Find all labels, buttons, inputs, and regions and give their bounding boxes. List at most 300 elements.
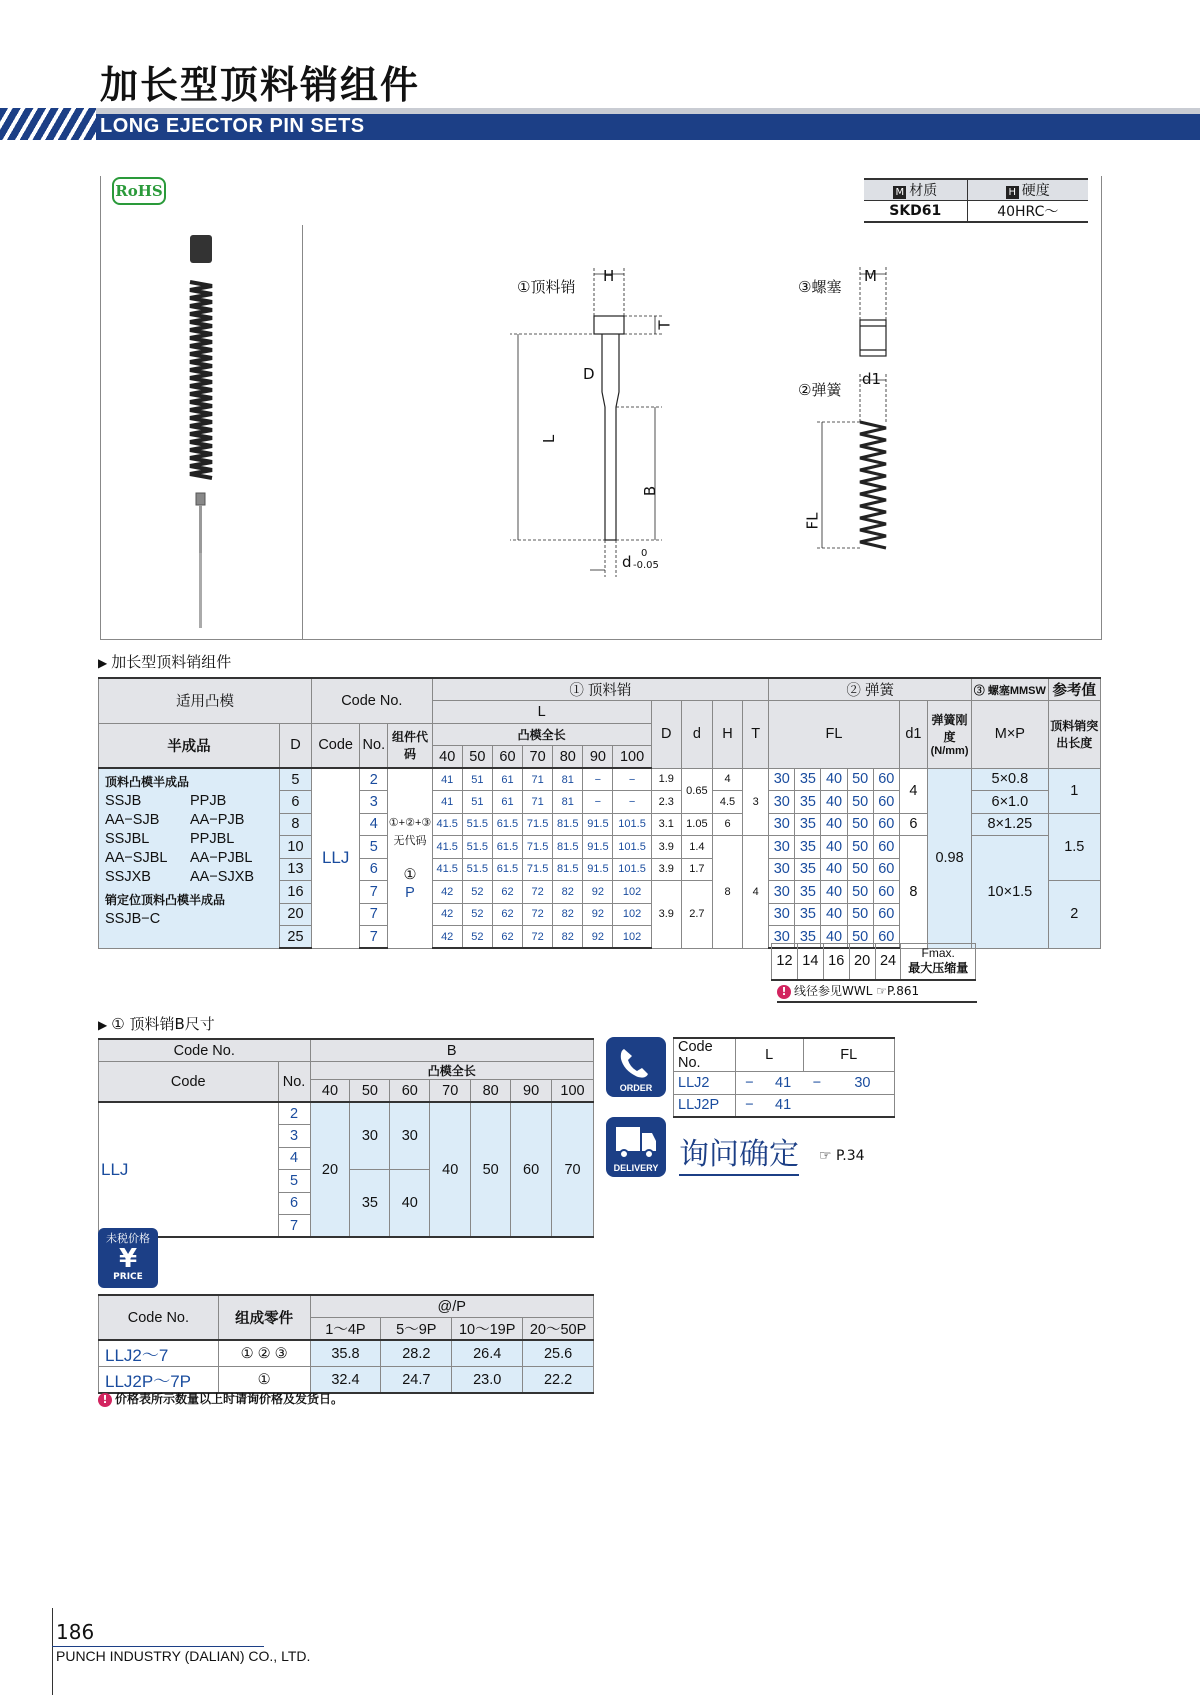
truck-icon — [606, 1121, 666, 1163]
price-qty-col: 20～50P — [523, 1318, 594, 1341]
fl-cell: 35 — [795, 768, 821, 791]
l-cell: 51.5 — [462, 813, 492, 836]
delivery-text: 询问确定 — [679, 1136, 799, 1176]
pin-body-shape — [602, 334, 619, 540]
fl-cell: 40 — [821, 791, 847, 814]
fl-cell: 40 — [821, 813, 847, 836]
fmax-label-en: Fmax. — [921, 946, 955, 961]
price-cell: 24.7 — [381, 1367, 452, 1394]
l-cell: − — [613, 768, 651, 791]
b-col: 100 — [552, 1080, 594, 1103]
wire-note-text: 线径参见WWL — [794, 984, 873, 998]
mxp-cell: 8×1.25 — [972, 813, 1048, 836]
b-h-code: Code — [99, 1062, 279, 1103]
price-code: LLJ2～7 — [99, 1340, 219, 1367]
l-cell: 71.5 — [523, 813, 553, 836]
warning-icon: ! — [98, 1393, 112, 1407]
l-cell: 61.5 — [492, 836, 522, 859]
spring-label: ②弹簧 — [798, 381, 842, 399]
material-value: SKD61 — [864, 201, 967, 223]
l-cell: 51.5 — [462, 836, 492, 859]
semi-row — [105, 830, 273, 849]
l-cell: 81 — [553, 768, 583, 791]
h-cell: 4 — [712, 768, 742, 791]
semi-item: SSJB−C — [105, 911, 161, 927]
no-cell: 3 — [360, 791, 388, 814]
fmax-cell: 24 — [875, 944, 901, 980]
order-fl — [831, 1094, 895, 1117]
b-no-cell: 5 — [278, 1170, 310, 1193]
fl-cell: 60 — [873, 813, 899, 836]
b-cell: 40 — [430, 1102, 471, 1237]
fl-cell: 60 — [873, 881, 899, 904]
b-col: 60 — [390, 1080, 430, 1103]
h-semi: 半成品 — [99, 723, 280, 768]
b-section-title: ▶ ① 顶料销B尺寸 — [98, 1013, 215, 1034]
fmax-cell: 20 — [849, 944, 875, 980]
dv-cell: 3.1 — [651, 813, 681, 836]
kit-cell — [388, 768, 432, 948]
fl-cell: 35 — [795, 813, 821, 836]
pin-label: ①顶料销 — [517, 278, 576, 296]
l-cell: 92 — [583, 903, 613, 926]
h-stiff — [927, 701, 971, 769]
fl-cell: 60 — [873, 836, 899, 859]
fl-cell: 50 — [847, 926, 873, 949]
fl-cell: 60 — [873, 791, 899, 814]
order-l: 41 — [763, 1094, 803, 1117]
plug-label: ③螺塞 — [798, 278, 842, 296]
l-cell: 41 — [432, 791, 462, 814]
kit-one: ① — [403, 867, 417, 884]
order-l: 41 — [763, 1072, 803, 1095]
b-col: 80 — [471, 1080, 511, 1103]
pin-head-shape — [594, 316, 624, 334]
order-dash — [803, 1094, 831, 1117]
wire-note — [777, 982, 977, 1003]
h-l: L — [432, 701, 651, 724]
l-cell: 41 — [432, 768, 462, 791]
b-cell: 30 — [350, 1102, 390, 1170]
l-cell: 101.5 — [613, 836, 651, 859]
l-cell: 102 — [613, 926, 651, 949]
company-name: PUNCH INDUSTRY (DALIAN) CO., LTD. — [56, 1648, 311, 1664]
dim-tol-top: 0 — [641, 548, 648, 559]
page-number: 186 — [56, 1620, 95, 1644]
b-h-total-len: 凸模全长 — [310, 1062, 594, 1080]
price-parts: ① ② ③ — [218, 1340, 310, 1367]
fmax-label-cn: 最大压缩量 — [908, 961, 969, 976]
h-mxp: M×P — [972, 701, 1048, 769]
len-col: 60 — [492, 746, 522, 769]
price-cell: 32.4 — [310, 1367, 381, 1394]
l-cell: 52 — [462, 903, 492, 926]
prot-cell: 1.5 — [1048, 813, 1100, 881]
fl-cell: 50 — [847, 903, 873, 926]
fmax-label — [901, 944, 976, 980]
len-col: 40 — [432, 746, 462, 769]
price-icon-top: 未税价格 — [106, 1232, 150, 1245]
d-cell: 25 — [279, 926, 311, 949]
footer-vertical-rule — [52, 1608, 53, 1695]
phone-icon — [606, 1041, 666, 1083]
l-cell: 62 — [492, 881, 522, 904]
b-no-cell: 4 — [278, 1147, 310, 1170]
semi-item: AA−SJB — [105, 812, 160, 828]
l-cell: 81.5 — [553, 836, 583, 859]
delivery-icon — [606, 1117, 666, 1177]
d-cell: 13 — [279, 858, 311, 881]
dim-d1: d1 — [862, 370, 882, 388]
l-cell: 82 — [553, 926, 583, 949]
price-qty-col: 5～9P — [381, 1318, 452, 1341]
price-cell: 35.8 — [310, 1340, 381, 1367]
h-stiff-label: 弹簧刚度 — [931, 713, 968, 745]
delivery-icon-label: DELIVERY — [613, 1163, 659, 1173]
price-qty-col: 10～19P — [452, 1318, 523, 1341]
dim-l: L — [540, 434, 559, 444]
l-cell: 42 — [432, 903, 462, 926]
fl-cell: 40 — [821, 903, 847, 926]
dim-d-big: D — [583, 365, 595, 383]
no-cell: 7 — [360, 881, 388, 904]
order-dash: − — [735, 1094, 763, 1117]
no-cell: 6 — [360, 858, 388, 881]
h-t: T — [743, 701, 769, 769]
fl-cell: 40 — [821, 881, 847, 904]
l-cell: 51 — [462, 791, 492, 814]
l-cell: 42 — [432, 881, 462, 904]
h-spring: ② 弹簧 — [769, 678, 972, 701]
h-icon: H — [1006, 186, 1019, 199]
plug-photo — [190, 235, 212, 263]
semi-item: AA−PJBL — [190, 850, 253, 866]
pointing-hand-icon: ☞ — [876, 984, 888, 998]
h-fl: FL — [769, 701, 900, 769]
price-h-code: Code No. — [99, 1295, 219, 1340]
fl-cell: 35 — [795, 836, 821, 859]
b-size-table — [98, 1038, 594, 1238]
h-stiff-unit: (N/mm) — [930, 745, 969, 758]
semi-title-1: 顶料凸模半成品 — [105, 775, 190, 789]
wire-page-link[interactable]: P.861 — [887, 984, 920, 998]
hardness-value: 40HRC～ — [967, 201, 1088, 223]
mxp-cell: 6×1.0 — [972, 791, 1048, 814]
price-icon-label: PRICE — [113, 1272, 143, 1282]
warning-icon: ! — [777, 985, 791, 999]
b-no-cell: 7 — [278, 1215, 310, 1238]
h-d1: d1 — [899, 701, 927, 769]
price-qty-col: 1～4P — [310, 1318, 381, 1341]
semi-item: AA−PJB — [190, 812, 245, 828]
l-cell: 61.5 — [492, 858, 522, 881]
price-table — [98, 1294, 594, 1394]
l-cell: 82 — [553, 881, 583, 904]
b-cell: 30 — [390, 1102, 430, 1170]
yen-icon: ¥ — [118, 1244, 138, 1274]
b-col: 90 — [511, 1080, 552, 1103]
b-cell: 35 — [350, 1170, 390, 1238]
d-cell: 20 — [279, 903, 311, 926]
fl-cell: 50 — [847, 791, 873, 814]
l-cell: − — [613, 791, 651, 814]
h-kit: 组件代码 — [388, 723, 432, 768]
page-title: 加长型顶料销组件 — [100, 63, 421, 107]
d-cell: 6 — [279, 791, 311, 814]
dv-cell: 1.9 — [651, 768, 681, 791]
fl-cell: 40 — [821, 768, 847, 791]
price-code: LLJ2P～7P — [99, 1367, 219, 1394]
l-cell: 81.5 — [553, 858, 583, 881]
d-small-cell: 0.65 — [681, 768, 712, 813]
l-cell: 61.5 — [492, 813, 522, 836]
l-cell: 82 — [553, 903, 583, 926]
footer-horizontal-rule — [52, 1646, 264, 1647]
hardness-header — [967, 179, 1088, 201]
h-cell: 4.5 — [712, 791, 742, 814]
fl-cell: 60 — [873, 926, 899, 949]
dim-t: T — [655, 320, 674, 330]
l-cell: 62 — [492, 903, 522, 926]
l-cell: 81.5 — [553, 813, 583, 836]
order-icon — [606, 1037, 666, 1097]
no-cell: 7 — [360, 903, 388, 926]
dim-b: B — [641, 485, 660, 497]
h-total-len: 凸模全长 — [432, 723, 651, 746]
l-cell: 41.5 — [432, 836, 462, 859]
fl-cell: 30 — [769, 926, 795, 949]
semi-item: AA−SJXB — [190, 869, 255, 885]
main-section-title: ▶ 加长型顶料销组件 — [98, 651, 231, 672]
order-h-code: Code No. — [674, 1038, 736, 1072]
d-cell: 10 — [279, 836, 311, 859]
fl-cell: 40 — [821, 836, 847, 859]
price-h-per: @/P — [310, 1295, 593, 1318]
l-cell: 52 — [462, 926, 492, 949]
page-subtitle: LONG EJECTOR PIN SETS — [100, 115, 365, 137]
l-cell: 71 — [523, 768, 553, 791]
fl-cell: 50 — [847, 768, 873, 791]
fl-cell: 50 — [847, 858, 873, 881]
l-cell: 71.5 — [523, 836, 553, 859]
l-cell: 81 — [553, 791, 583, 814]
spring-shape — [860, 422, 886, 548]
fl-cell: 40 — [821, 926, 847, 949]
order-icon-label: ORDER — [619, 1083, 653, 1093]
b-col: 50 — [350, 1080, 390, 1103]
delivery-page — [819, 1148, 865, 1164]
plug-shape — [860, 320, 886, 356]
fl-cell: 50 — [847, 836, 873, 859]
semi-item: PPJBL — [190, 831, 235, 847]
h-d-col: D — [651, 701, 681, 769]
pointing-hand-icon: ☞ — [819, 1148, 837, 1164]
dv-cell: 3.9 — [651, 858, 681, 881]
rohs-badge: RoHS — [112, 177, 166, 205]
price-icon — [98, 1228, 158, 1288]
fl-cell: 40 — [821, 858, 847, 881]
price-cell: 28.2 — [381, 1340, 452, 1367]
mxp-cell: 10×1.5 — [972, 836, 1048, 949]
h-d: D — [279, 723, 311, 768]
len-col: 80 — [553, 746, 583, 769]
l-cell: 72 — [523, 881, 553, 904]
price-parts: ① — [218, 1367, 310, 1394]
l-cell: 91.5 — [583, 858, 613, 881]
d-small-cell: 1.05 — [681, 813, 712, 836]
fmax-cell: 14 — [797, 944, 823, 980]
price-note-text: 价格表所示数量以上时请询价格及发货日。 — [115, 1392, 344, 1406]
material-label: 材质 — [909, 183, 938, 199]
fl-cell: 30 — [769, 836, 795, 859]
l-cell: 61 — [492, 791, 522, 814]
fl-cell: 30 — [769, 881, 795, 904]
fmax-table — [771, 943, 976, 981]
product-photo — [180, 230, 240, 635]
l-cell: 42 — [432, 926, 462, 949]
b-col: 70 — [430, 1080, 471, 1103]
no-cell: 5 — [360, 836, 388, 859]
prot-cell: 1 — [1048, 768, 1100, 813]
pin-photo — [196, 493, 205, 628]
h-h: H — [712, 701, 742, 769]
l-cell: 102 — [613, 903, 651, 926]
b-cell: 50 — [471, 1102, 511, 1237]
stiffness-cell: 0.98 — [927, 768, 971, 948]
fl-cell: 30 — [769, 768, 795, 791]
spring-photo — [190, 282, 212, 478]
h-pin: ① 顶料销 — [432, 678, 769, 701]
fl-cell: 60 — [873, 768, 899, 791]
semi-item: SSJXB — [105, 869, 151, 885]
fl-cell: 60 — [873, 858, 899, 881]
mxp-cell: 5×0.8 — [972, 768, 1048, 791]
len-col: 50 — [462, 746, 492, 769]
order-h-l: L — [735, 1038, 803, 1072]
l-cell: 102 — [613, 881, 651, 904]
h-protrude: 顶料销突出长度 — [1048, 701, 1100, 769]
dim-tol-bottom: -0.05 — [633, 560, 659, 571]
t-cell: 4 — [743, 836, 769, 949]
dv-cell: 3.9 — [651, 836, 681, 859]
l-cell: 101.5 — [613, 858, 651, 881]
material-header — [864, 179, 967, 201]
l-cell: 92 — [583, 881, 613, 904]
l-cell: 51.5 — [462, 858, 492, 881]
l-cell: 91.5 — [583, 813, 613, 836]
len-col: 70 — [523, 746, 553, 769]
l-cell: 101.5 — [613, 813, 651, 836]
h-ref: 参考值 — [1048, 678, 1100, 701]
material-table — [864, 178, 1088, 223]
fmax-cell: 12 — [772, 944, 798, 980]
b-h-b: B — [310, 1039, 594, 1062]
price-note — [98, 1390, 343, 1407]
len-col: 90 — [583, 746, 613, 769]
dim-h: H — [603, 267, 615, 285]
dim-fl: FL — [803, 512, 822, 530]
d1-cell: 8 — [899, 836, 927, 949]
b-h-no: No. — [278, 1062, 310, 1103]
l-cell: 52 — [462, 881, 492, 904]
h-cell: 8 — [712, 836, 742, 949]
b-cell: 70 — [552, 1102, 594, 1237]
fl-cell: 35 — [795, 881, 821, 904]
hardness-label: 硬度 — [1021, 183, 1050, 199]
fl-cell: 50 — [847, 881, 873, 904]
b-h-code-no: Code No. — [99, 1039, 311, 1062]
fl-cell: 30 — [769, 813, 795, 836]
order-code: LLJ2 — [674, 1072, 736, 1095]
dv-cell: 3.9 — [651, 881, 681, 949]
drawing-divider — [302, 225, 303, 640]
dim-d-small: d — [622, 553, 632, 571]
fl-cell: 35 — [795, 926, 821, 949]
semi-row — [105, 792, 273, 811]
fl-cell: 35 — [795, 858, 821, 881]
kit-all: ①+②+③ — [388, 817, 432, 830]
d-small-cell: 1.4 — [681, 836, 712, 859]
b-no-cell: 3 — [278, 1125, 310, 1148]
d-cell: 16 — [279, 881, 311, 904]
b-no-cell: 6 — [278, 1192, 310, 1215]
delivery-page-link[interactable]: P.34 — [836, 1148, 865, 1164]
semi-item: SSJBL — [105, 831, 150, 847]
len-col: 100 — [613, 746, 651, 769]
h-code-no: Code No. — [312, 678, 433, 723]
semi-item: PPJB — [190, 793, 227, 809]
no-cell: 4 — [360, 813, 388, 836]
fl-cell: 35 — [795, 903, 821, 926]
l-cell: − — [583, 768, 613, 791]
l-cell: 71.5 — [523, 858, 553, 881]
l-cell: 92 — [583, 926, 613, 949]
b-no-cell: 2 — [278, 1102, 310, 1125]
prot-cell: 2 — [1048, 881, 1100, 949]
l-cell: 62 — [492, 926, 522, 949]
semi-item: SSJB — [105, 793, 142, 809]
price-cell: 25.6 — [523, 1340, 594, 1367]
price-cell: 22.2 — [523, 1367, 594, 1394]
no-cell: 7 — [360, 926, 388, 949]
l-cell: 51 — [462, 768, 492, 791]
dim-m: M — [864, 267, 877, 285]
b-col: 40 — [310, 1080, 350, 1103]
price-cell: 26.4 — [452, 1340, 523, 1367]
kit-all-note: 无代码 — [393, 835, 427, 848]
m-icon: M — [893, 186, 906, 199]
b-cell: 40 — [390, 1170, 430, 1238]
no-cell: 2 — [360, 768, 388, 791]
l-cell: 91.5 — [583, 836, 613, 859]
order-h-fl: FL — [803, 1038, 895, 1072]
price-h-parts: 组成零件 — [218, 1295, 310, 1340]
order-code: LLJ2P — [674, 1094, 736, 1117]
b-cell: 20 — [310, 1102, 350, 1237]
fl-cell: 60 — [873, 903, 899, 926]
d-cell: 8 — [279, 813, 311, 836]
l-cell: 72 — [523, 903, 553, 926]
h-plug: ③ 螺塞MMSW — [972, 678, 1048, 701]
semi-products-cell — [99, 768, 280, 948]
semi-title-2: 销定位顶料凸模半成品 — [105, 893, 226, 907]
fl-cell: 50 — [847, 813, 873, 836]
order-dash: − — [735, 1072, 763, 1095]
code-cell: LLJ — [312, 768, 360, 948]
semi-row — [105, 868, 273, 887]
d-cell: 5 — [279, 768, 311, 791]
h-cell: 6 — [712, 813, 742, 836]
